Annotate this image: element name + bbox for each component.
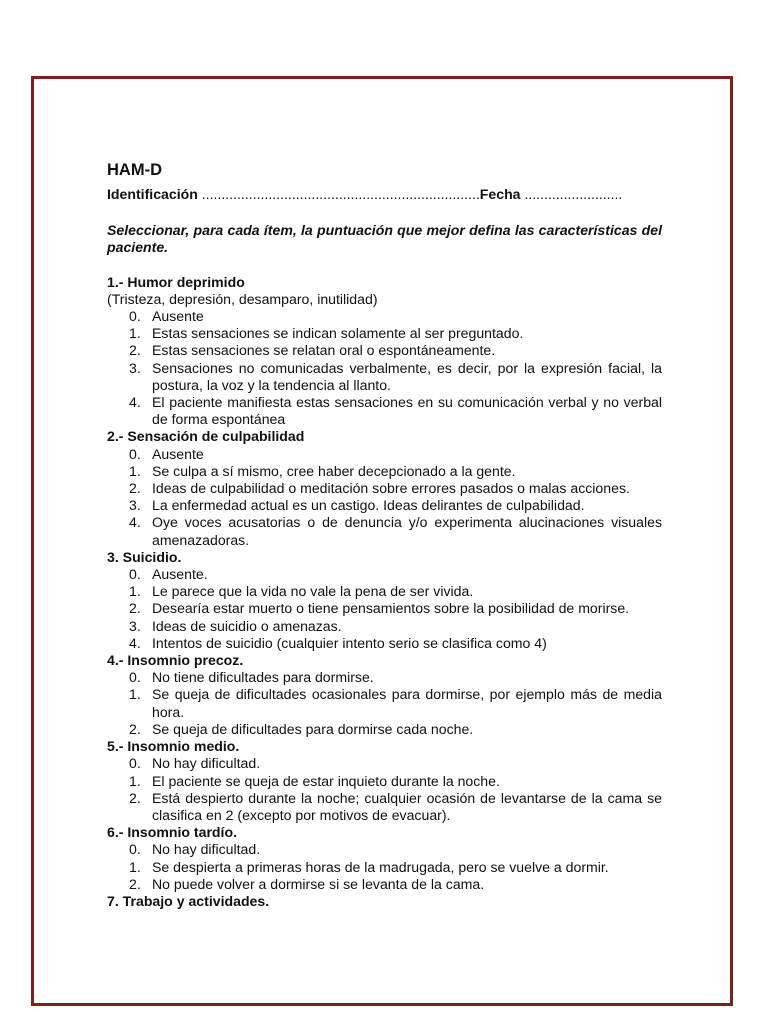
section-title: 3. Suicidio. [107,548,182,565]
answer-options-list [107,841,662,893]
section-subtitle: (Tristeza, depresión, desamparo, inutilidad) [107,290,378,307]
answer-option [107,755,662,772]
option-score: 2. [129,875,141,892]
instructions-text: Seleccionar, para cada ítem, la puntuación que mejor defina las características del paciente. [107,222,662,256]
section-title: 1.- Humor deprimido [107,273,245,290]
option-score: 2. [129,480,141,497]
option-text: No tiene dificultades para dormirse. [152,669,374,686]
answer-options-list [107,669,662,738]
option-text: No hay dificultad. [152,755,261,772]
answer-options-list [107,308,662,428]
option-score: 3. [129,359,141,376]
option-text: Ausente. [152,566,208,583]
option-text: Está despierto durante la noche; cualquier ocasión de levantarse de la cama se clasifica en 2 (excepto por motivos de evacuar). [152,789,662,823]
answer-option [107,773,662,790]
date-blank: ......................... [524,186,623,202]
option-text: Estas sensaciones se indican solamente al ser preguntado. [152,325,524,342]
option-text: Se despierta a primeras horas de la madrugada, pero se vuelve a dormir. [152,858,609,875]
option-score: 1. [129,772,141,789]
answer-option [107,446,662,463]
option-score: 0. [129,308,141,325]
option-text: Se queja de dificultades ocasionales para dormirse, por ejemplo más de media hora. [152,686,662,720]
question-section [107,652,662,738]
answer-option [107,618,662,635]
question-section [107,549,662,652]
answer-options-list [107,566,662,652]
answer-option [107,514,662,548]
answer-option [107,325,662,342]
section-title: 4.- Insomnio precoz. [107,652,244,669]
option-text: Ideas de culpabilidad o meditación sobre errores pasados o malas acciones. [152,480,630,497]
identification-line [107,186,662,203]
date-label: Fecha [479,186,521,202]
option-score: 1. [129,583,141,600]
answer-option [107,308,662,325]
option-text: Se culpa a sí mismo, cree haber decepcionado a la gente. [152,462,516,479]
option-text: Desearía estar muerto o tiene pensamientos sobre la posibilidad de morirse. [152,600,630,617]
answer-option [107,497,662,514]
answer-option [107,859,662,876]
option-text: El paciente se queja de estar inquieto durante la noche. [152,772,500,789]
option-score: 4. [129,514,141,531]
option-text: Ausente [152,445,204,462]
option-text: No puede volver a dormirse si se levanta de la cama. [152,875,485,892]
option-score: 1. [129,686,141,703]
option-score: 0. [129,566,141,583]
option-text: Le parece que la vida no vale la pena de ser vivida. [152,583,474,600]
option-text: Ausente [152,308,204,325]
answer-option [107,480,662,497]
answer-option [107,394,662,428]
answer-option [107,566,662,583]
answer-option [107,841,662,858]
option-text: Estas sensaciones se relatan oral o espontáneamente. [152,342,496,359]
option-score: 2. [129,342,141,359]
option-text: Intentos de suicidio (cualquier intento serio se clasifica como 4) [152,634,547,651]
question-section [107,738,662,824]
option-score: 3. [129,497,141,514]
identification-blank: ....................................................................... [201,186,480,202]
question-section [107,428,662,548]
document-title: HAM-D [107,161,162,179]
option-score: 0. [129,841,141,858]
answer-option [107,876,662,893]
section-title: 7. Trabajo y actividades. [107,892,270,909]
question-section [107,274,662,429]
answer-options-list [107,446,662,549]
answer-option [107,721,662,738]
option-text: Oye voces acusatorias o de denuncia y/o experimenta alucinaciones visuales amenazadoras. [152,514,662,548]
answer-option [107,686,662,720]
option-score: 2. [129,600,141,617]
option-text: Sensaciones no comunicadas verbalmente, es decir, por la expresión facial, la postura, la voz y la tendencia al llanto. [152,359,662,393]
option-score: 1. [129,462,141,479]
answer-option [107,463,662,480]
option-text: No hay dificultad. [152,841,261,858]
option-text: El paciente manifiesta estas sensaciones en su comunicación verbal y no verbal de forma espontánea [152,394,662,428]
option-text: Ideas de suicidio o amenazas. [152,617,342,634]
sections-list [107,274,662,911]
option-score: 0. [129,445,141,462]
option-text: La enfermedad actual es un castigo. Ideas delirantes de culpabilidad. [152,497,585,514]
question-section [107,824,662,893]
option-score: 0. [129,755,141,772]
document-body [107,160,662,910]
answer-option [107,600,662,617]
option-score: 2. [129,789,141,806]
answer-option [107,342,662,359]
answer-option [107,360,662,394]
section-title: 2.- Sensación de culpabilidad [107,428,305,445]
option-score: 0. [129,669,141,686]
answer-option [107,790,662,824]
option-text: Se queja de dificultades para dormirse cada noche. [152,720,474,737]
section-title: 6.- Insomnio tardío. [107,824,237,841]
option-score: 4. [129,394,141,411]
option-score: 1. [129,858,141,875]
option-score: 4. [129,634,141,651]
identification-label: Identificación [107,186,198,202]
answer-option [107,669,662,686]
option-score: 3. [129,617,141,634]
question-section [107,893,662,910]
option-score: 2. [129,720,141,737]
answer-option [107,635,662,652]
answer-option [107,583,662,600]
option-score: 1. [129,325,141,342]
answer-options-list [107,755,662,824]
section-title: 5.- Insomnio medio. [107,738,240,755]
